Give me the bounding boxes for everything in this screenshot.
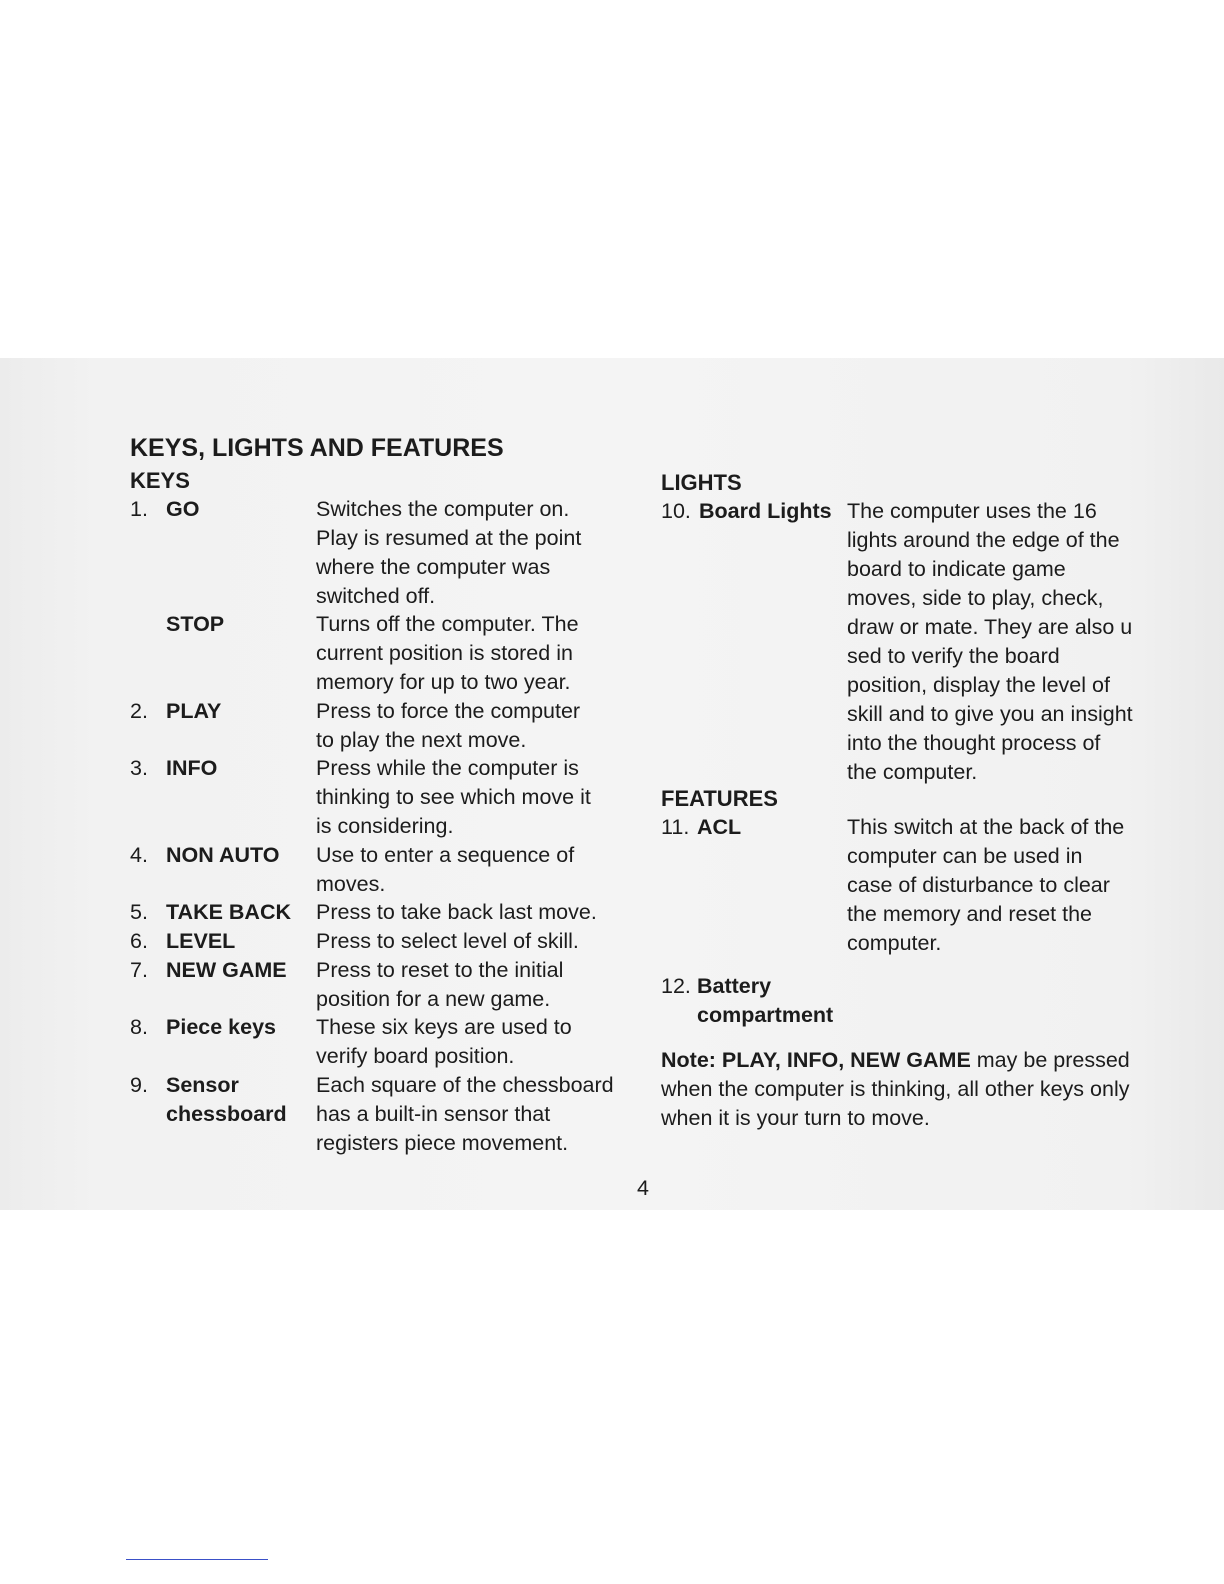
key-name-info: INFO	[166, 756, 218, 780]
key-number: 4.	[130, 843, 148, 867]
key-desc-play: Press to force the computer to play the next move.	[316, 699, 581, 752]
key-number: 2.	[130, 699, 148, 723]
key-name-play: PLAY	[166, 699, 222, 723]
note-line-3: when it is your turn to move.	[661, 1106, 930, 1130]
light-desc-board-lights: lights around the edge of the board to indicate game moves, side to play, check, draw or mate. They are also u sed to verify the board position, display the level of skill and to give you an insight into the thought process of the computer.	[847, 528, 1133, 784]
footer-rule	[126, 1559, 268, 1560]
key-number: 7.	[130, 958, 148, 982]
key-number: 6.	[130, 929, 148, 953]
feature-name-compartment: compartment	[697, 1003, 834, 1027]
key-name-sensor: Sensor	[166, 1073, 239, 1097]
key-desc-info: Press while the computer is thinking to see which move it is considering.	[316, 756, 591, 838]
key-name-non-auto: NON AUTO	[166, 843, 280, 867]
key-desc-non-auto: Use to enter a sequence of moves.	[316, 843, 575, 896]
light-desc-first-line: The computer uses the 16	[847, 499, 1097, 523]
key-number: 3.	[130, 756, 148, 780]
key-number: 1.	[130, 497, 148, 521]
key-name-stop: STOP	[166, 612, 225, 636]
light-number: 10.	[661, 499, 691, 523]
note-line-2: when the computer is thinking, all other keys only	[661, 1077, 1130, 1101]
note-line-1	[661, 1046, 1130, 1075]
key-name-take-back: TAKE BACK	[166, 900, 292, 924]
key-name-level: LEVEL	[166, 929, 236, 953]
keys-heading: KEYS	[130, 468, 190, 493]
key-desc-level: Press to select level of skill.	[316, 929, 579, 953]
key-desc-take-back: Press to take back last move.	[316, 900, 597, 924]
key-desc-stop: Turns off the computer. The current position is stored in memory for up to two year.	[316, 612, 579, 694]
features-heading: FEATURES	[661, 786, 778, 811]
feature-number: 11.	[661, 815, 690, 839]
note-text: may be pressed	[970, 1048, 1130, 1072]
page-title: KEYS, LIGHTS AND FEATURES	[130, 434, 504, 462]
key-desc-new-game: Press to reset to the initial position for a new game.	[316, 958, 564, 1011]
key-number: 9.	[130, 1073, 148, 1097]
key-name-new-game: NEW GAME	[166, 958, 287, 982]
feature-name-acl: ACL	[697, 815, 742, 839]
key-desc-go: Switches the computer on. Play is resumed at the point where the computer was switched off.	[316, 497, 582, 608]
key-name-piece-keys: Piece keys	[166, 1015, 276, 1039]
feature-name-battery: Battery	[697, 974, 772, 998]
key-desc-piece-keys: These six keys are used to verify board position.	[316, 1015, 572, 1068]
note-label: Note:	[661, 1048, 716, 1072]
key-number: 8.	[130, 1015, 148, 1039]
light-name-board-lights: Board Lights	[699, 499, 832, 523]
key-desc-sensor-chessboard: Each square of the chessboard has a built-in sensor that registers piece movement.	[316, 1073, 614, 1155]
lights-heading: LIGHTS	[661, 470, 742, 495]
key-number: 5.	[130, 900, 148, 924]
note-keys: PLAY, INFO, NEW GAME	[721, 1048, 971, 1072]
feature-number: 12.	[661, 974, 691, 998]
key-name-chessboard: chessboard	[166, 1102, 287, 1126]
key-name-go: GO	[166, 497, 200, 521]
page-number: 4	[637, 1176, 649, 1200]
feature-desc-acl: This switch at the back of the computer can be used in case of disturbance to clear the memory and reset the computer.	[847, 815, 1125, 955]
